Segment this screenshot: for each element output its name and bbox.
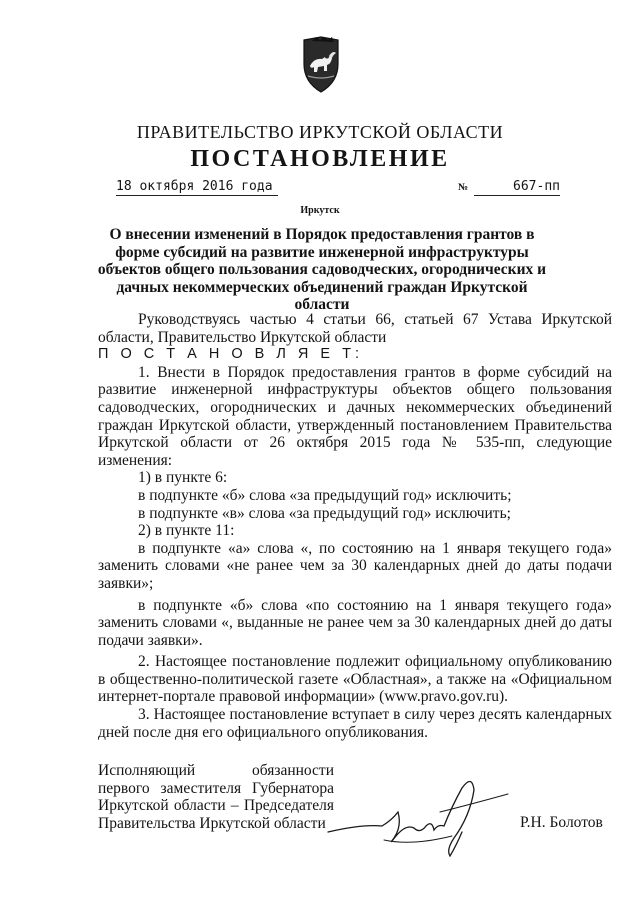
signatory-line-2: первого заместителя Губернатора — [98, 779, 334, 797]
subitem-1a: в подпункте «б» слова «за предыдущий год» исключить; — [138, 486, 512, 504]
signatory-line-4: Правительства Иркутской области — [98, 814, 326, 832]
subitem-2a: в подпункте «а» слова «, по состоянию на 1 января текущего года» заменить словами «не ранее чем за 30 календарных дней до даты подачи заявки»; — [98, 539, 612, 592]
document-body — [98, 311, 612, 741]
preamble: Руководствуясь частью 4 статьи 66, статьей 67 Устава Иркутской области, Правительство Иркутской области — [98, 311, 612, 346]
subitem-2b: в подпункте «б» слова «по состоянию на 1 января текущего года» заменить словами «, выданные не ранее чем за 30 календарных дней до даты подачи заявки». — [98, 596, 612, 649]
handwritten-signature-icon — [322, 776, 512, 866]
city: Иркутск — [300, 205, 340, 216]
item-2: 2. Настоящее постановление подлежит официальному опубликованию в общественно-политической газете «Областная», а также на «Официальном интернет-портале правовой информации» (www.pravo.gov.ru). — [98, 653, 612, 706]
signer-name: Р.Н. Болотов — [520, 814, 603, 831]
signatory-line-3: Иркутской области – Председателя — [98, 797, 334, 815]
signatory-line-1: Исполняющий обязанности — [98, 762, 334, 779]
subitem-1b: в подпункте «в» слова «за предыдущий год» исключить; — [138, 504, 511, 522]
item-1: 1. Внести в Порядок предоставления грантов в форме субсидий на развитие инженерной инфраструктуры объектов общего пользования садоводческих, огороднических и дачных некоммерческих объединений граждан Иркутской области, утвержденный постановлением Правительства Иркутской области от 26 октября 2015 года № 535-пп, следующие изменения: — [98, 363, 612, 469]
decree-word: П О С Т А Н О В Л Я Е Т: — [98, 346, 363, 363]
subitem-2: 2) в пункте 11: — [138, 522, 235, 540]
number-mark: № — [458, 182, 469, 193]
document-number: 667-пп — [474, 179, 560, 196]
item-3: 3. Настоящее постановление вступает в силу через десять календарных дней после дня его официального опубликования. — [98, 706, 612, 741]
irkutsk-coat-of-arms-icon — [296, 36, 346, 94]
document-type-title: ПОСТАНОВЛЕНИЕ — [190, 146, 450, 172]
subitem-1: 1) в пункте 6: — [138, 469, 228, 487]
government-title: ПРАВИТЕЛЬСТВО ИРКУТСКОЙ ОБЛАСТИ — [136, 122, 504, 142]
document-date: 18 октября 2016 года — [116, 179, 278, 196]
document-subject: О внесении изменений в Порядок предоставления грантов в форме субсидий на развитие инженерной инфраструктуры объектов общего пользования садоводческих, огороднических и дачных некоммерческих объединений граждан Иркутской области — [97, 226, 547, 313]
signatory-position — [98, 762, 334, 832]
